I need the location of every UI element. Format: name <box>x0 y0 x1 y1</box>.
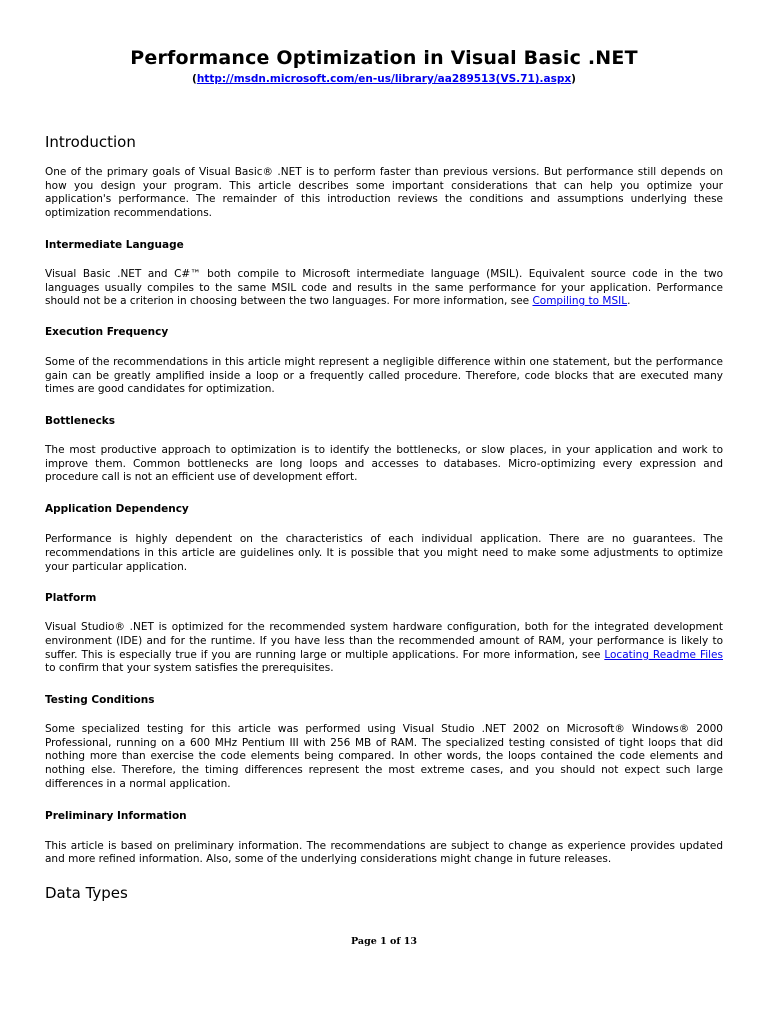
introduction-text: One of the primary goals of Visual Basic® .NET is to perform faster than previous versions. But performance still depends on how you design your program. This article describes some important considerations that can help you optimize your application's performance. The remainder of this introduction reviews the conditions and assumptions underlying these optimization recommendations. <box>45 166 723 220</box>
intermediate-language-heading: Intermediate Language <box>45 238 184 251</box>
testing-conditions-text: Some specialized testing for this article was performed using Visual Studio .NET 2002 on Microsoft® Windows® 2000 Professional, running on a 600 MHz Pentium III with 256 MB of RAM. The specialized testing consisted of tight loops that did nothing more than exercise the code elements being compared. In other words, the loops contained the code elements and nothing else. Therefore, the timing differences represent the most extreme cases, and you should not expect such large differences in a normal application. <box>45 723 723 790</box>
data-types-heading: Data Types <box>45 883 128 902</box>
document-page <box>45 44 723 903</box>
bottlenecks-text: The most productive approach to optimization is to identify the bottlenecks, or slow places, in your application and work to improve them. Common bottlenecks are long loops and accesses to databases. Micro-optimizing every expression and procedure call is not an efficient use of development effort. <box>45 444 723 484</box>
application-dependency-text: Performance is highly dependent on the characteristics of each individual application. There are no guarantees. The recommendations in this article are guidelines only. It is possible that you might need to make some adjustments to optimize your particular application. <box>45 533 723 573</box>
introduction-heading: Introduction <box>45 133 136 151</box>
testing-conditions-heading: Testing Conditions <box>45 694 155 707</box>
platform-end: to confirm that your system satisfies the prerequisites. <box>45 662 334 675</box>
document-title: Performance Optimization in Visual Basic .NET <box>130 47 638 69</box>
application-dependency-heading: Application Dependency <box>45 503 189 516</box>
preliminary-information-text: This article is based on preliminary information. The recommendations are subject to change as experience provides updated and more refined information. Also, some of the underlying considerations might change in future releases. <box>45 839 723 866</box>
preliminary-information-heading: Preliminary Information <box>45 809 187 822</box>
page-number: Page 1 of 13 <box>351 936 417 947</box>
source-open-paren: ( <box>192 73 197 85</box>
execution-frequency-text: Some of the recommendations in this article might represent a negligible difference within one statement, but the performance gain can be greatly amplified inside a loop or a frequently called procedure. Therefore, code blocks that are executed many times are good candidates for optimization. <box>45 355 723 396</box>
source-close-paren: ) <box>571 73 576 85</box>
platform-heading: Platform <box>45 592 97 605</box>
intermediate-language-end: . <box>627 295 631 308</box>
platform-text <box>45 621 723 676</box>
platform-body: Visual Studio® .NET is optimized for the recommended system hardware configuration, both for the integrated development environment (IDE) and for the runtime. If you have less than the recommended amount of RAM, your performance is likely to suffer. This is especially true if you are running large or multiple applications. For more information, see <box>45 621 723 661</box>
compiling-to-msil-link[interactable]: Compiling to MSIL <box>532 295 628 308</box>
execution-frequency-heading: Execution Frequency <box>45 325 169 338</box>
locating-readme-files-link[interactable]: Locating Readme Files <box>604 648 723 661</box>
source-line <box>45 72 723 86</box>
bottlenecks-heading: Bottlenecks <box>45 415 116 428</box>
intermediate-language-body: Visual Basic .NET and C#™ both compile to Microsoft intermediate language (MSIL). Equivalent source code in the two languages usually compiles to the same MSIL code and results in the same performance for your application. Performance should not be a criterion in choosing between the two languages. For more information, see <box>45 267 723 308</box>
intermediate-language-text <box>45 268 723 309</box>
source-url-link[interactable]: http://msdn.microsoft.com/en-us/library/aa289513(VS.71).aspx <box>196 73 572 85</box>
